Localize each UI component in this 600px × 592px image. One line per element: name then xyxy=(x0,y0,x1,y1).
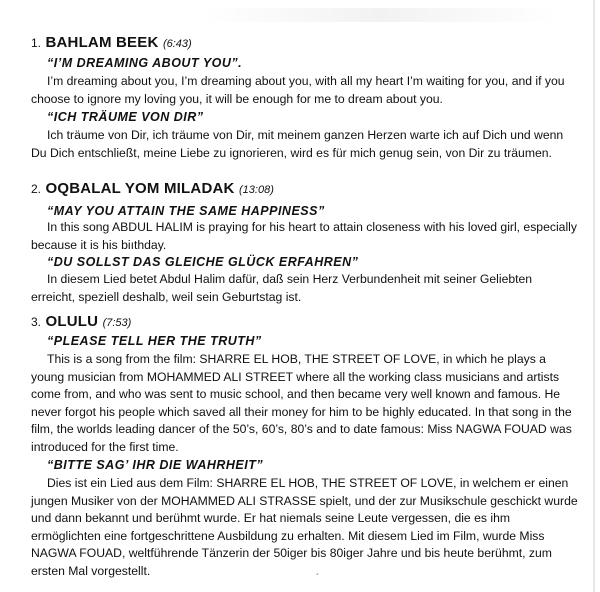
track-number: 1. xyxy=(31,36,42,50)
german-text-content: Ich träume von Dir, ich träume von Dir, mit meinem ganzen Herzen warte ich auf Dich und wenn Du Dich entschließt, meine Liebe zu ignorieren, wird es für mich genug sein, von Dir zu träumen. xyxy=(31,128,564,160)
page-edge xyxy=(593,0,595,592)
track-duration: (13:08) xyxy=(239,184,274,196)
english-text-content: This is a song from the film: SHARRE EL HOB, THE STREET OF LOVE, in which he plays a young musician from MOHAMMED ALI STREET where all the working class musicians and artists come from, and who was sent to music school, and then became very well known and famous. He never forgot his people which saved all their money for him to be highly educated. In that song in the film, the worlds leading dancer of the 50’s, 60’s, 80’s and to date famous: Miss NAGWA FOUAD was introduced for the first time. xyxy=(31,352,572,454)
english-text xyxy=(31,351,579,457)
track-duration: (7:53) xyxy=(102,317,132,329)
track-1-header xyxy=(31,34,192,52)
track-3-header xyxy=(31,313,131,331)
english-title: “MAY YOU ATTAIN THE SAME HAPPINESS” xyxy=(47,204,325,218)
german-text xyxy=(31,127,579,162)
german-text-content: In diesem Lied betet Abdul Halim dafür, daß sein Herz Verbundenheit mit seiner Geliebten erreicht, speziell deshalb, weil sein Geburtstag ist. xyxy=(31,272,533,304)
english-title: “PLEASE TELL HER THE TRUTH” xyxy=(47,334,262,348)
stray-mark: ´ xyxy=(316,573,320,584)
track-title: BAHLAM BEEK xyxy=(45,34,159,51)
english-text-content: In this song ABDUL HALIM is praying for his heart to attain closeness with his loved girl, especially because it is his biıthday. xyxy=(31,220,577,252)
bleed-through-shadow xyxy=(200,8,560,22)
german-text-content: Dies ist ein Lied aus dem Film: SHARRE EL HOB, THE STREET OF LOVE, in welchem er einen jungen Musiker von der MOHAMMED ALI STRASSE spielt, und der zur Musikschule geschickt wurde und dann bekannt und berühmt wurde. Er hat niemals seine Leute vergessen, die es ihm ermöglichten eine fortgeschrittene Ausbildung zu erhalten. Mit diesem Lied im Film, wurde Miss NAGWA FOUAD, weltführende Tänzerin der 50iger bis 80iger Jahre und bis heute berühmt, zum ersten Mal vorgestellt. xyxy=(31,476,578,578)
english-text xyxy=(31,219,579,254)
track-duration: (6:43) xyxy=(162,38,192,50)
track-title: OLULU xyxy=(45,313,99,330)
track-number: 3. xyxy=(31,315,42,329)
track-number: 2. xyxy=(31,182,42,196)
german-title: “BITTE SAG’ IHR DIE WAHRHEIT” xyxy=(47,458,264,472)
german-text xyxy=(31,475,579,581)
english-text xyxy=(31,73,579,108)
track-2-header xyxy=(31,180,274,198)
german-title: “ICH TRÄUME VON DIR” xyxy=(47,110,204,124)
german-title: “DU SOLLST DAS GLEICHE GLÜCK ERFAHREN” xyxy=(47,255,359,269)
english-text-content: I’m dreaming about you, I’m dreaming about you, with all my heart I’m waiting for you, and if you choose to ignore my loving you, it will be enough for me to dream about you. xyxy=(31,74,565,106)
german-text xyxy=(31,271,579,306)
english-title: “I’M DREAMING ABOUT YOU”. xyxy=(47,56,243,70)
track-title: OQBALAL YOM MILADAK xyxy=(45,180,235,197)
